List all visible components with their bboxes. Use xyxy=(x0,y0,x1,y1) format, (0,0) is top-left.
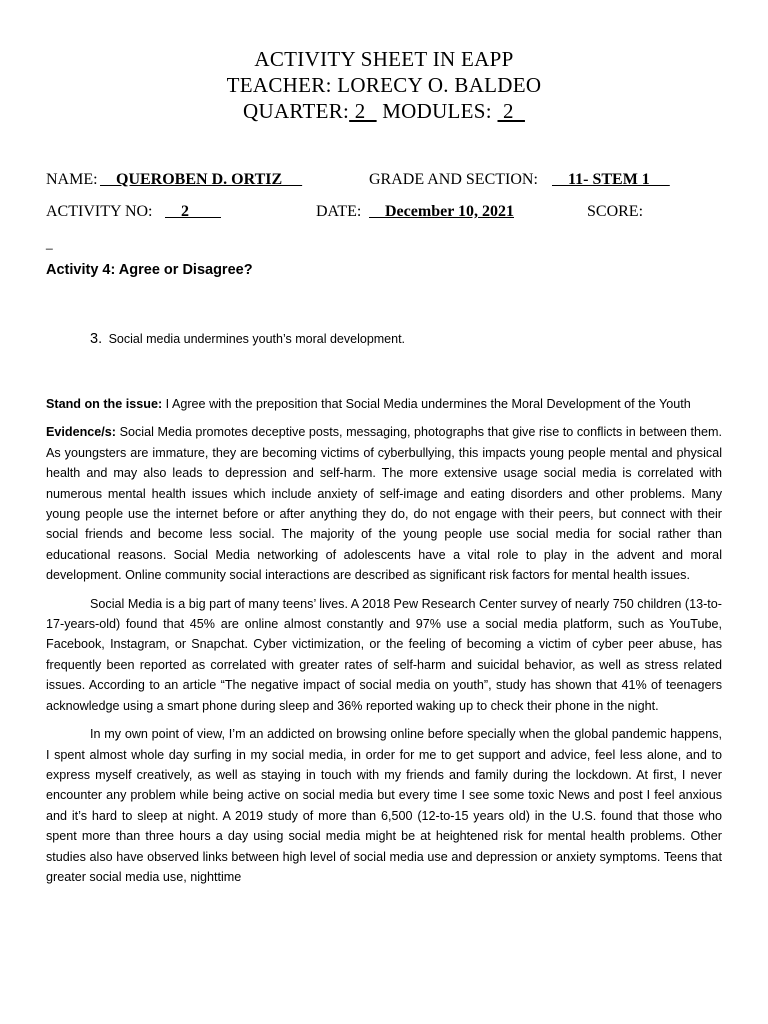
stand-text: I Agree with the preposition that Social Media undermines the Moral Development of the Youth xyxy=(162,397,691,411)
document-header xyxy=(0,46,768,124)
evidence-paragraph xyxy=(46,422,722,585)
activity-no-label: ACTIVITY NO: xyxy=(46,203,153,220)
activity-title: Activity 4: Agree or Disagree? xyxy=(46,262,253,278)
issue-text: Social media undermines youth’s moral development. xyxy=(108,332,406,346)
quarter-value: 2 xyxy=(349,99,377,123)
sheet-title: ACTIVITY SHEET IN EAPP xyxy=(254,47,514,71)
modules-label: MODULES: xyxy=(382,99,492,123)
modules-value: 2 xyxy=(497,99,525,123)
name-value: QUEROBEN D. ORTIZ xyxy=(100,171,303,188)
stand-paragraph xyxy=(46,394,722,414)
paragraph-two: Social Media is a big part of many teens’ lives. A 2018 Pew Research Center survey of nearly 750 children (13-to-17-years-old) found that 45% are online almost constantly and 97% use a social media platform, such as YouTube, Facebook, Instagram, or Snapchat. Cyber victimization, or the feeling of becoming a victim of cyber peer abuse, has frequently been reported as correlated with greater rates of self-harm and suicidal behavior, as well as stress related issues. According to an article “The negative impact of social media on youth”, study has shown that 41% of teenagers acknowledge using a smart phone during sleep and 36% reported waking up to check their phone in the night. xyxy=(46,596,722,713)
evidence-text: Social Media promotes deceptive posts, messaging, photographs that give rise to conflicts in between them. As youngsters are immature, they are becoming victims of cyberbullying, this impacts young people mental and physical health and may also leads to depression and self-harm. The more extensive usage social media is correlated with numerous mental health issues which include anxiety of self-image and eating disorders and other problems. Many young people use the internet before or after anything they do, do not engage with their peers, but connect with their social friends and become less social. The majority of the young people use social media for social rather than educational reasons. Social Media networking of adolescents have a vital role to play in the advent and moral development. Online community social interactions are described as significant risk factors for mental health issues. xyxy=(46,425,722,583)
blank-line: _ xyxy=(46,236,53,250)
quarter-modules-line xyxy=(0,98,768,124)
issue-item xyxy=(90,331,405,347)
grade-value: 11- STEM 1 xyxy=(552,171,670,188)
date-value: December 10, 2021 xyxy=(369,203,514,220)
date-label: DATE: xyxy=(316,203,362,220)
score-label: SCORE: xyxy=(587,203,644,220)
activity-no-value: 2 xyxy=(165,203,221,220)
paragraph-three: In my own point of view, I’m an addicted on browsing online before specially when the global pandemic happens, I spent almost whole day surfing in my social media, in order for me to get support and advice, feel less alone, and to express myself creatively, as well as staying in touch with my friends and family during the lockdown. At first, I never encounter any problem while being active on social media but every time I see some toxic News and post I feel anxious and it’s hard to sleep at night. A 2019 study of more than 6,500 (12-to-15 years old) in the U.S. found that those who spent more than three hours a day using social media might be at heightened risk for mental health problems. Other studies also have observed links between high level of social media use and depression or anxiety symptoms. Teens that greater social media use, nighttime xyxy=(46,727,722,884)
issue-number: 3. xyxy=(90,331,103,347)
teacher-line: TEACHER: LORECY O. BALDEO xyxy=(226,73,542,97)
name-label: NAME: xyxy=(46,171,98,188)
answer-body xyxy=(46,394,722,895)
grade-label: GRADE AND SECTION: xyxy=(369,171,538,188)
quarter-label: QUARTER: xyxy=(243,99,350,123)
stand-label: Stand on the issue: xyxy=(46,397,163,411)
evidence-label: Evidence/s: xyxy=(46,425,116,440)
